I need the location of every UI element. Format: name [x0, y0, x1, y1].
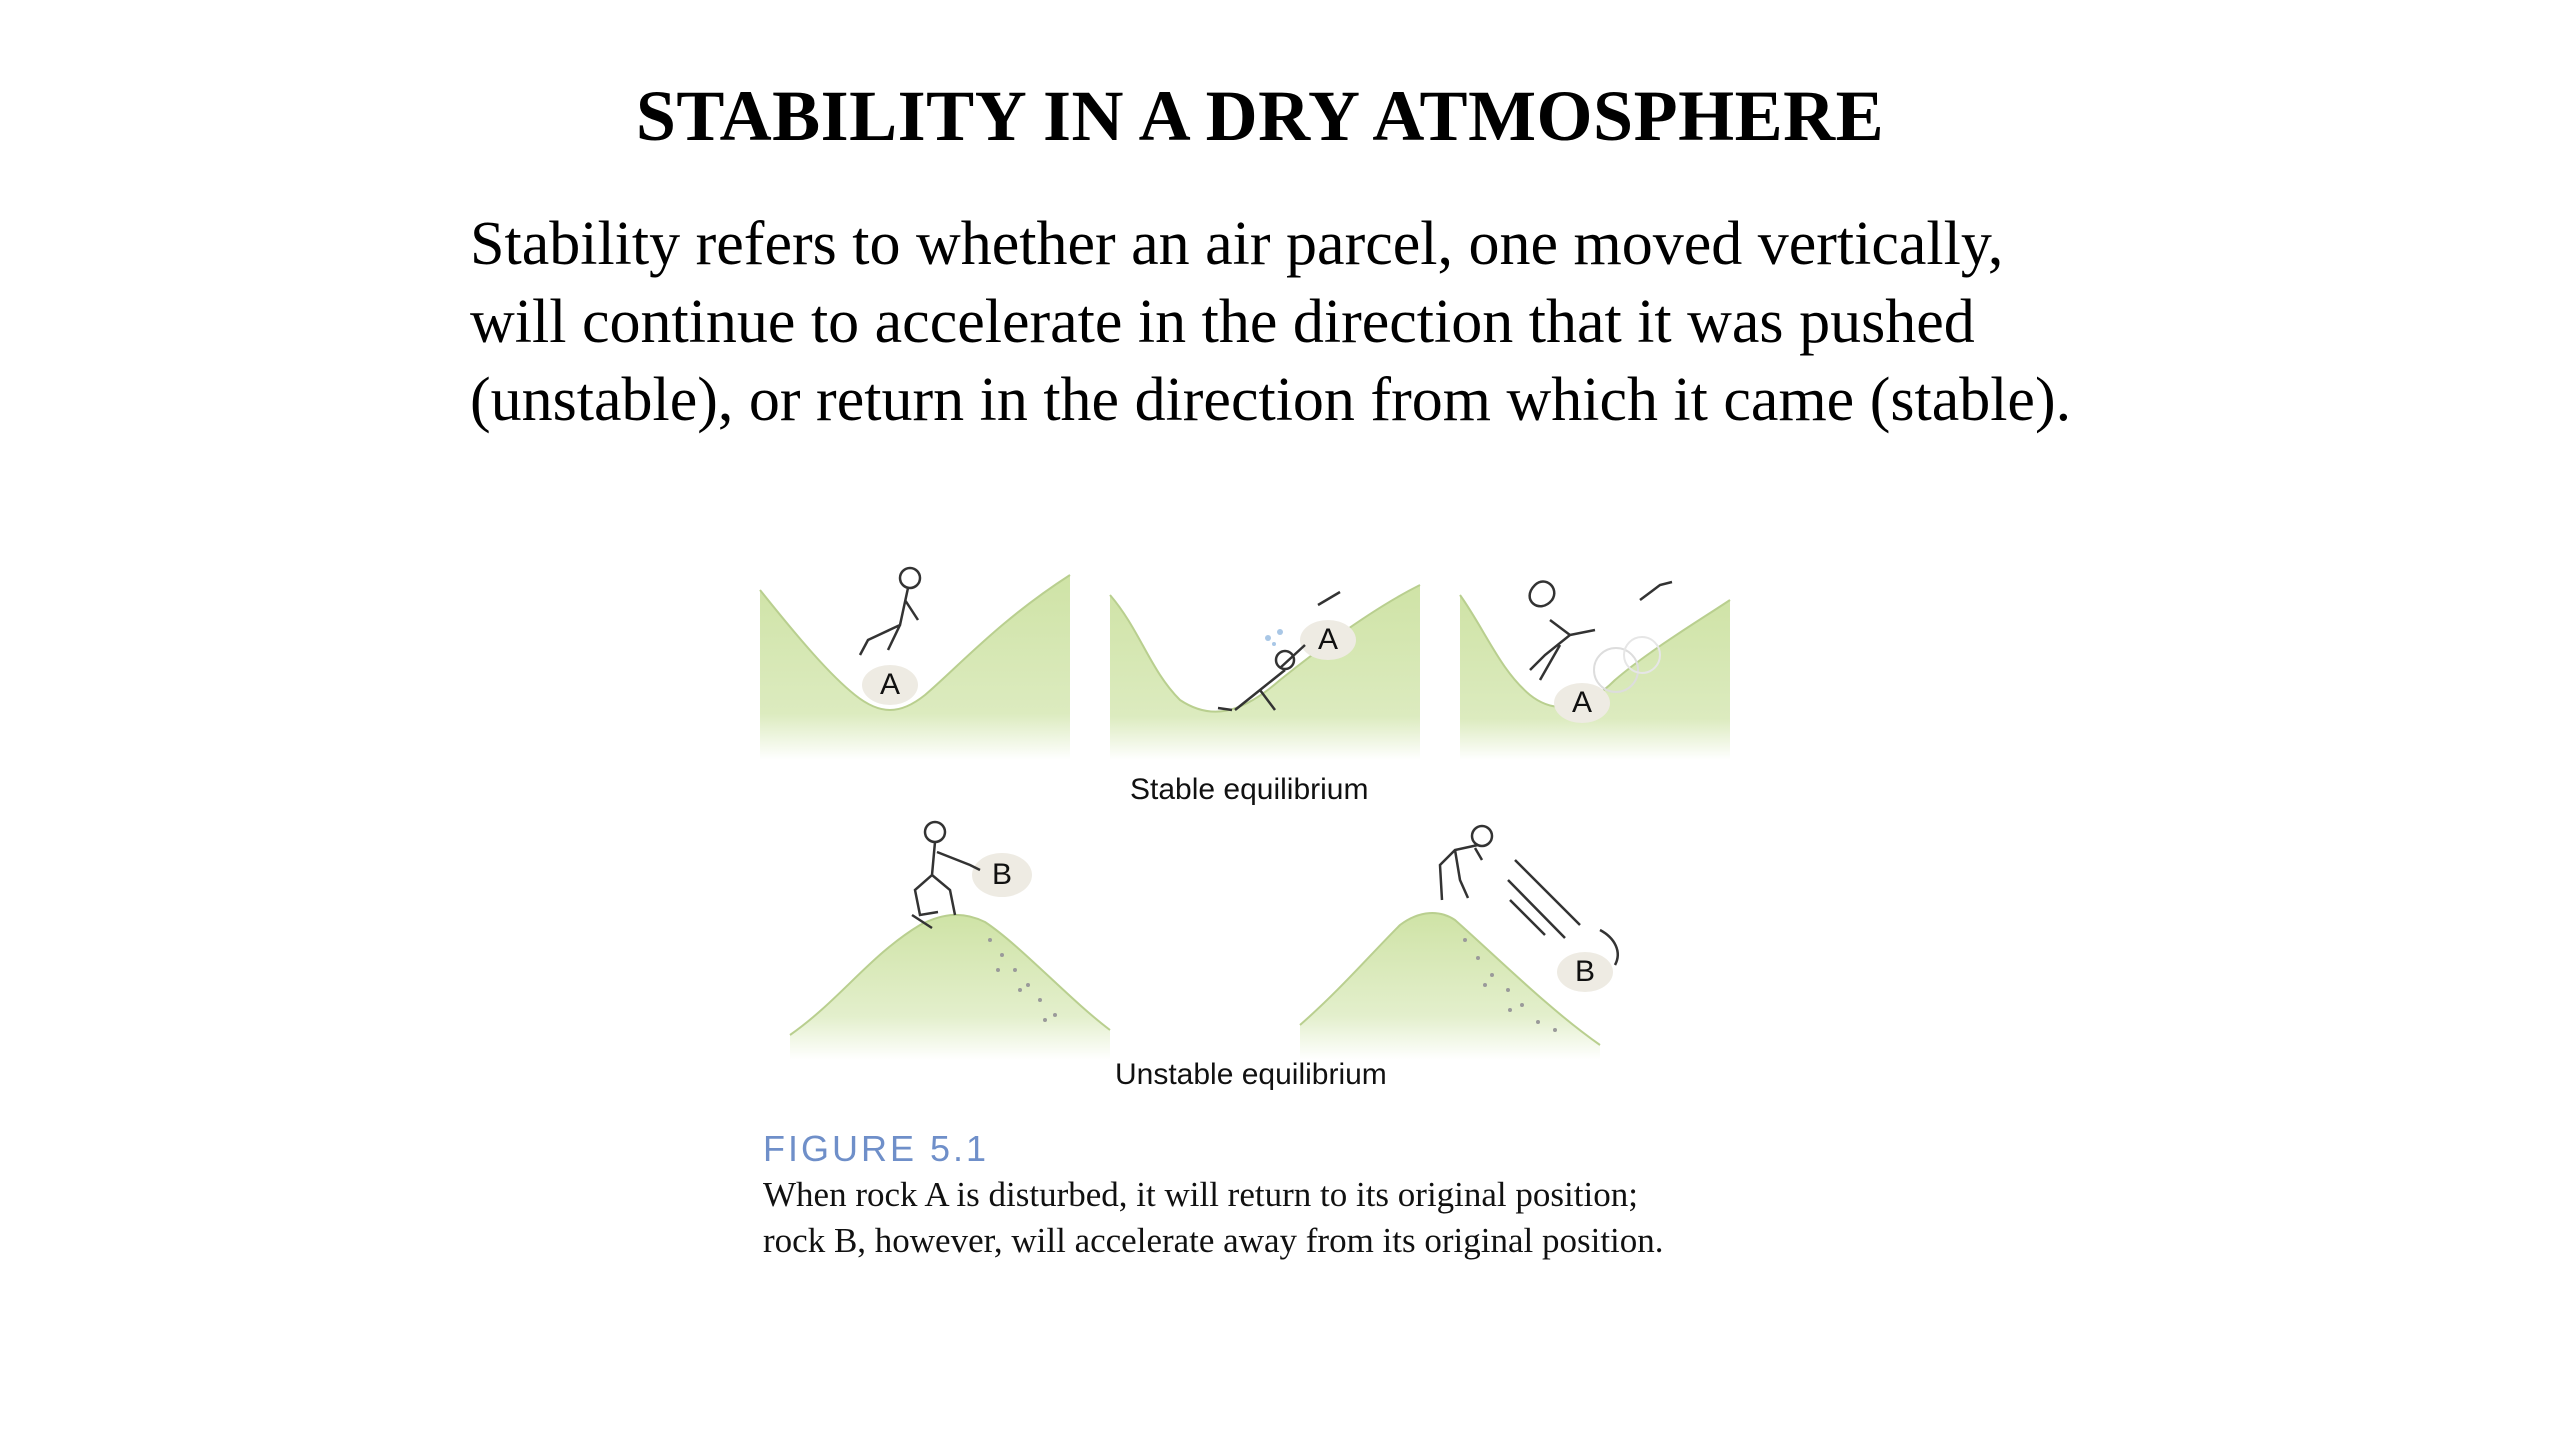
slide-title: STABILITY IN A DRY ATMOSPHERE	[635, 76, 1885, 156]
rock-label-a: A	[880, 668, 901, 701]
rock-label-b: B	[1575, 955, 1596, 988]
valley-1-illustration	[760, 568, 1070, 760]
rock-label-a: A	[1572, 686, 1593, 719]
caption-line: rock B, however, will accelerate away from its original position.	[763, 1221, 1664, 1260]
hill-1-illustration	[790, 822, 1110, 1060]
unstable-equilibrium-label: Unstable equilibrium	[1115, 1058, 1387, 1091]
rock-illustration	[740, 560, 1790, 1120]
valley-3-illustration	[1460, 581, 1730, 760]
body-line: will continue to accelerate in the direction that it was pushed	[470, 288, 1975, 356]
body-paragraph	[470, 205, 2370, 439]
stable-equilibrium-label: Stable equilibrium	[1130, 773, 1369, 806]
figure-5-1	[740, 560, 1790, 1280]
figure-number: FIGURE 5.1	[763, 1128, 990, 1169]
hill-2-illustration	[1300, 826, 1618, 1060]
body-line: Stability refers to whether an air parcel, one moved vertically,	[470, 210, 2004, 278]
rock-label-b: B	[992, 858, 1013, 891]
figure-caption	[763, 1172, 1763, 1264]
rock-label-a: A	[1318, 623, 1339, 656]
body-line: (unstable), or return in the direction from which it came (stable).	[470, 366, 2072, 434]
caption-line: When rock A is disturbed, it will return to its original position;	[763, 1175, 1638, 1214]
valley-2-illustration	[1110, 585, 1420, 760]
